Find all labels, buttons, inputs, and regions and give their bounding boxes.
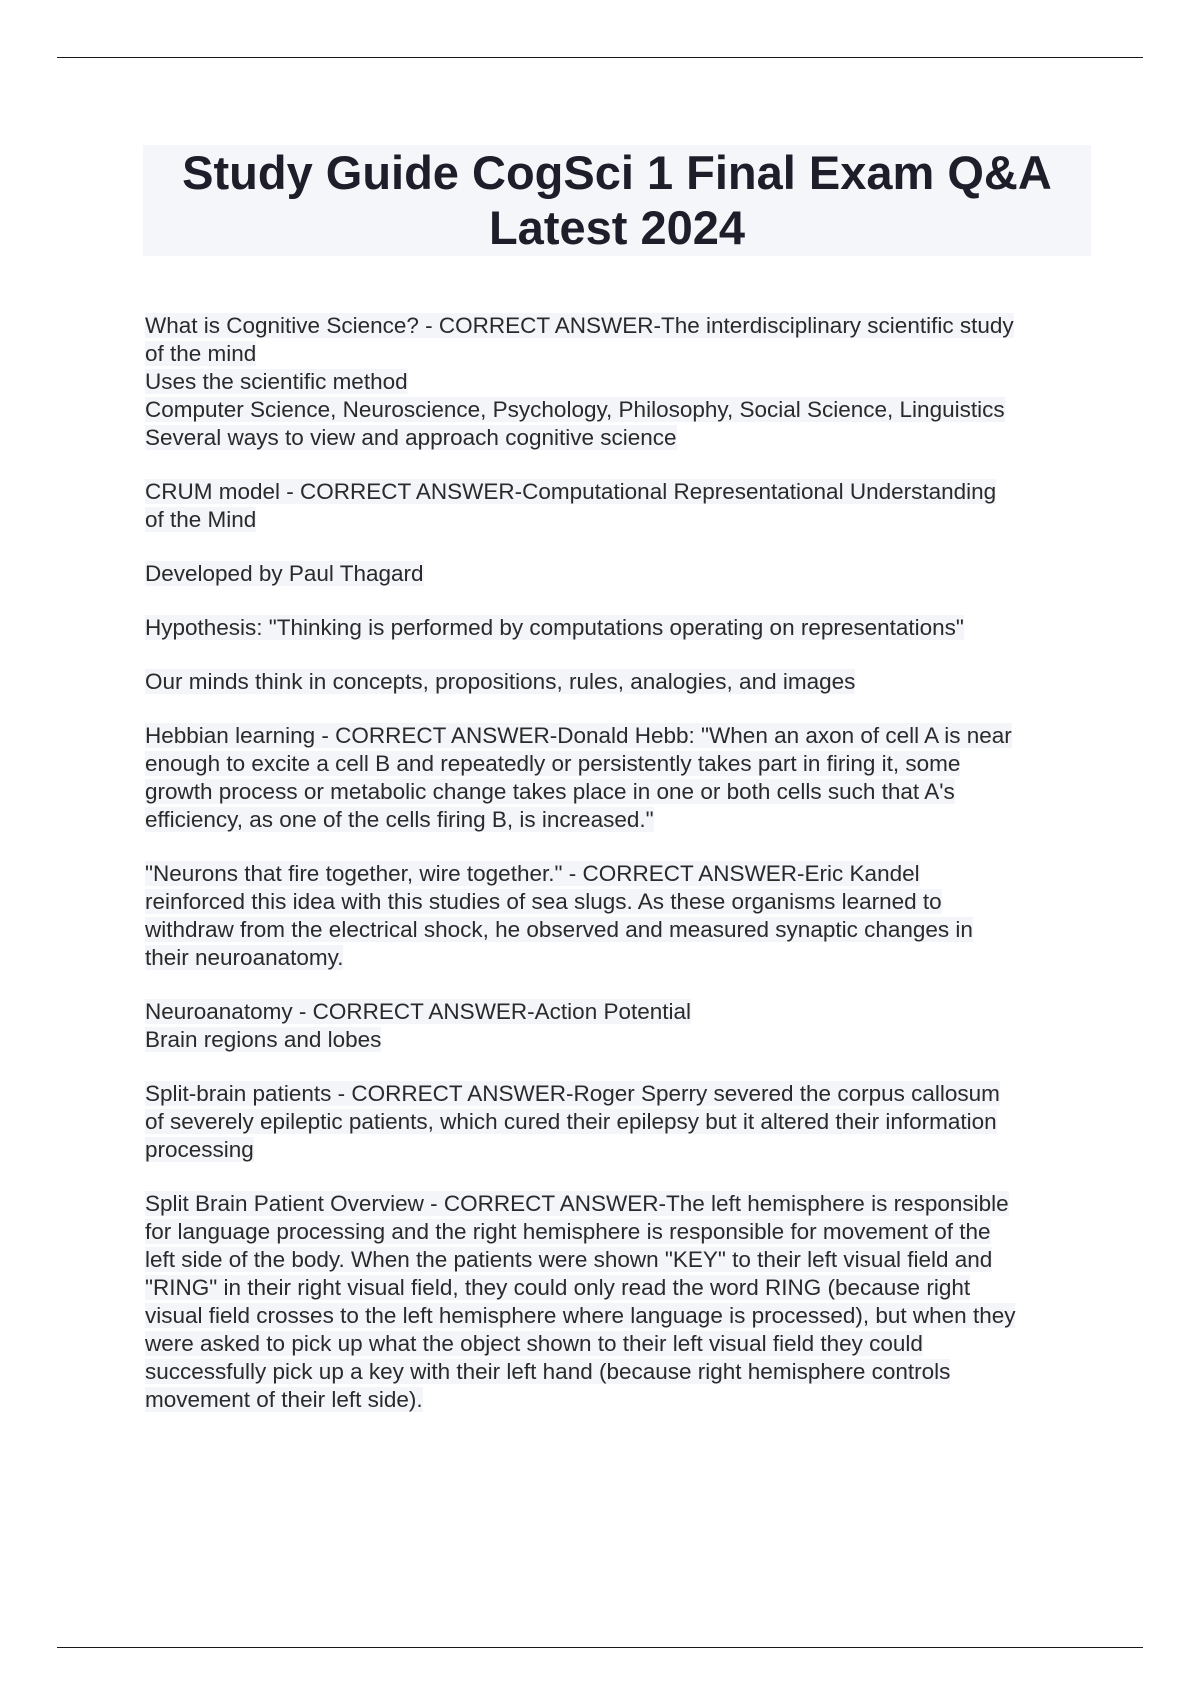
text-line-content: of the Mind [145,507,257,532]
qa-paragraph [145,860,1090,972]
text-line [145,1302,1090,1330]
title-line-2: Latest 2024 [488,201,746,254]
text-line [145,778,1090,806]
text-line [145,1080,1090,1108]
text-line-content: movement of their left side). [145,1387,423,1412]
text-line-content: "Neurons that fire together, wire together." - CORRECT ANSWER-Eric Kandel [145,861,920,886]
top-rule [57,57,1143,58]
text-line-content: Brain regions and lobes [145,1027,382,1052]
text-line-content: for language processing and the right hemisphere is responsible for movement of the [145,1219,991,1244]
text-line [145,1190,1090,1218]
text-line-content: Uses the scientific method [145,369,408,394]
text-line [145,312,1090,340]
text-line [145,806,1090,834]
text-line-content: growth process or metabolic change takes place in one or both cells such that A's [145,779,955,804]
qa-paragraph [145,1190,1090,1414]
text-line-content: Split Brain Patient Overview - CORRECT ANSWER-The left hemisphere is responsible [145,1191,1009,1216]
text-line-content: processing [145,1137,254,1162]
text-line-content: CRUM model - CORRECT ANSWER-Computational Representational Understanding [145,479,997,504]
qa-paragraph [145,668,1090,696]
text-line-content: visual field crosses to the left hemisphere where language is processed), but when they [145,1303,1016,1328]
text-line-content: Hypothesis: "Thinking is performed by computations operating on representations" [145,615,964,640]
text-line [145,860,1090,888]
text-line [145,614,1090,642]
qa-paragraph [145,312,1090,452]
text-line [145,750,1090,778]
text-line-content: successfully pick up a key with their left hand (because right hemisphere controls [145,1359,951,1384]
qa-paragraph [145,560,1090,588]
text-line [145,1358,1090,1386]
text-line-content: "RING" in their right visual field, they could only read the word RING (because right [145,1275,971,1300]
qa-paragraph [145,998,1090,1054]
text-line [145,396,1090,424]
text-line-content: Our minds think in concepts, propositions, rules, analogies, and images [145,669,856,694]
text-line [145,1274,1090,1302]
qa-paragraph [145,478,1090,534]
text-line [145,888,1090,916]
text-line [145,1330,1090,1358]
qa-paragraph [145,1080,1090,1164]
text-line-content: Several ways to view and approach cognitive science [145,425,677,450]
qa-content [145,312,1090,1440]
text-line-content: were asked to pick up what the object shown to their left visual field they could [145,1331,923,1356]
text-line-content: of severely epileptic patients, which cured their epilepsy but it altered their information [145,1109,997,1134]
text-line [145,1218,1090,1246]
text-line [145,478,1090,506]
text-line [145,916,1090,944]
text-line [145,722,1090,750]
qa-paragraph [145,614,1090,642]
text-line-content: efficiency, as one of the cells firing B, is increased." [145,807,654,832]
text-line-content: What is Cognitive Science? - CORRECT ANSWER-The interdisciplinary scientific study [145,313,1014,338]
text-line [145,506,1090,534]
text-line-content: enough to excite a cell B and repeatedly or persistently takes part in firing it, some [145,751,961,776]
text-line-content: of the mind [145,341,257,366]
text-line-content: left side of the body. When the patients were shown "KEY" to their left visual field and [145,1247,993,1272]
page-title [143,145,1091,256]
text-line [145,1386,1090,1414]
text-line [145,424,1090,452]
text-line [145,668,1090,696]
bottom-rule [57,1647,1143,1648]
text-line-content: Neuroanatomy - CORRECT ANSWER-Action Potential [145,999,692,1024]
text-line [145,560,1090,588]
text-line-content: reinforced this idea with this studies of sea slugs. As these organisms learned to [145,889,942,914]
text-line [145,1108,1090,1136]
text-line [145,1136,1090,1164]
text-line [145,1246,1090,1274]
text-line-content: Developed by Paul Thagard [145,561,424,586]
text-line-content: Computer Science, Neuroscience, Psychology, Philosophy, Social Science, Linguistics [145,397,1005,422]
text-line-content: Split-brain patients - CORRECT ANSWER-Roger Sperry severed the corpus callosum [145,1081,1000,1106]
text-line [145,944,1090,972]
text-line [145,1026,1090,1054]
text-line [145,998,1090,1026]
text-line-content: Hebbian learning - CORRECT ANSWER-Donald Hebb: "When an axon of cell A is near [145,723,1012,748]
title-line-1: Study Guide CogSci 1 Final Exam Q&A [182,146,1052,199]
text-line [145,340,1090,368]
text-line [145,368,1090,396]
qa-paragraph [145,722,1090,834]
text-line-content: withdraw from the electrical shock, he observed and measured synaptic changes in [145,917,973,942]
text-line-content: their neuroanatomy. [145,945,344,970]
